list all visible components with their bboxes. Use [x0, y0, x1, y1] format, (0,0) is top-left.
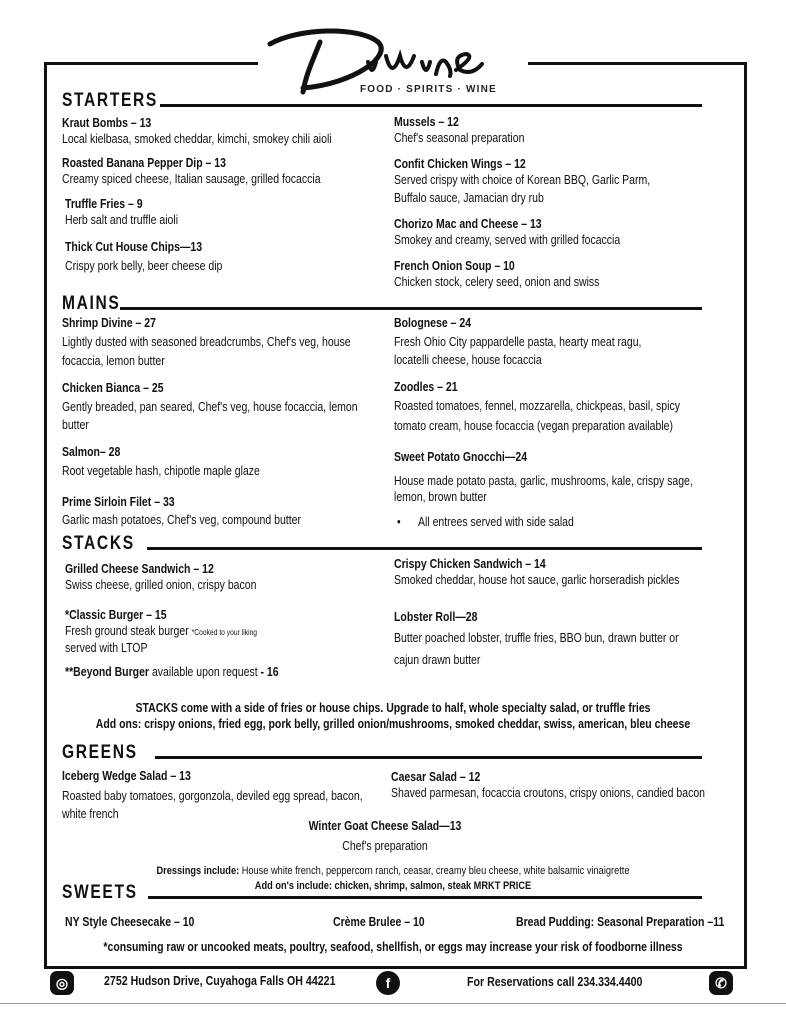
sweet-item: Crème Brulee – 10 — [333, 915, 425, 929]
menu-item-description: Crispy pork belly, beer cheese dip — [65, 259, 223, 273]
menu-item-name: Kraut Bombs – 13 — [62, 116, 152, 130]
section-rule — [160, 104, 702, 107]
menu-item-name: Sweet Potato Gnocchi—24 — [394, 450, 528, 464]
disclaimer: *consuming raw or uncooked meats, poultry, seafood, shellfish, or eggs may increase your risk of foodborne illness — [103, 940, 683, 954]
sweet-item: Bread Pudding: Seasonal Preparation –11 — [516, 915, 725, 929]
menu-item-name: Roasted Banana Pepper Dip – 13 — [62, 156, 226, 170]
footer-address: 2752 Hudson Drive, Cuyahoga Falls OH 44221 — [104, 974, 336, 988]
menu-item-name: Caesar Salad – 12 — [391, 770, 481, 784]
menu-item-name: Bolognese – 24 — [394, 316, 472, 330]
section-heading-greens: GREENS — [62, 742, 138, 763]
menu-item-description: locatelli cheese, house focaccia — [394, 353, 542, 367]
menu-item-description: cajun drawn butter — [394, 653, 481, 667]
menu-item-description: Garlic mash potatoes, Chef's veg, compound butter — [62, 513, 301, 527]
menu-item-name: French Onion Soup – 10 — [394, 259, 515, 273]
section-rule — [155, 756, 702, 759]
menu-item-name: Grilled Cheese Sandwich – 12 — [65, 562, 214, 576]
menu-item-description: Served crispy with choice of Korean BBQ, Garlic Parm, — [394, 173, 651, 187]
menu-item-description: focaccia, lemon butter — [62, 354, 165, 368]
facebook-icon[interactable]: f — [376, 971, 400, 995]
menu-item-description: Roasted tomatoes, fennel, mozzarella, chickpeas, basil, spicy — [394, 399, 680, 413]
menu-item-name: Crispy Chicken Sandwich – 14 — [394, 557, 546, 571]
menu-item-name: Confit Chicken Wings – 12 — [394, 157, 526, 171]
beyond-text: Beyond Burger — [73, 665, 150, 679]
beyond-text: ** — [65, 665, 74, 679]
menu-item-description: lemon, brown butter — [394, 490, 487, 504]
menu-item-description: House made potato pasta, garlic, mushrooms, kale, crispy sage, — [394, 474, 693, 488]
menu-item-name: Truffle Fries – 9 — [65, 197, 143, 211]
stacks-addons: Add ons: crispy onions, fried egg, pork belly, grilled onion/mushrooms, smoked cheddar, swiss, american, bleu cheese — [95, 717, 691, 731]
mains-note: All entrees served with side salad — [418, 515, 574, 529]
beyond-text: available upon request — [149, 665, 261, 679]
menu-item-name: Chicken Bianca – 25 — [62, 381, 164, 395]
phone-icon[interactable]: ✆ — [709, 971, 733, 995]
menu-item-name: Salmon– 28 — [62, 445, 121, 459]
section-heading-sweets: SWEETS — [62, 882, 138, 903]
section-heading-starters: STARTERS — [62, 90, 158, 111]
beyond-burger-line — [65, 665, 279, 679]
menu-item-description: Roasted baby tomatoes, gorgonzola, deviled egg spread, bacon, — [62, 789, 363, 803]
section-rule — [147, 547, 702, 550]
menu-item-name: Shrimp Divine – 27 — [62, 316, 156, 330]
menu-item-description: Chef's seasonal preparation — [394, 131, 525, 145]
menu-item-name: Mussels – 12 — [394, 115, 459, 129]
menu-item-description: Fresh Ohio City pappardelle pasta, hearty meat ragu, — [394, 335, 642, 349]
menu-item-name: Lobster Roll—28 — [394, 610, 478, 624]
menu-item-description: Gently breaded, pan seared, Chef's veg, house focaccia, lemon — [62, 400, 358, 414]
stacks-note: STACKS come with a side of fries or house chips. Upgrade to half, whole specialty salad, or truffle fries — [135, 701, 651, 715]
menu-item-name: Iceberg Wedge Salad – 13 — [62, 769, 191, 783]
greens-addons: Add on's include: chicken, shrimp, salmon, steak MRKT PRICE — [254, 880, 532, 892]
sweet-item: NY Style Cheesecake – 10 — [65, 915, 195, 929]
menu-item-description: Buffalo sauce, Jamacian dry rub — [394, 191, 544, 205]
menu-item-name: Prime Sirloin Filet – 33 — [62, 495, 175, 509]
menu-item-description: Chicken stock, celery seed, onion and swiss — [394, 275, 600, 289]
menu-item-description: Swiss cheese, grilled onion, crispy bacon — [65, 578, 257, 592]
menu-item-description — [65, 624, 257, 640]
menu-item-description: Shaved parmesan, focaccia croutons, crispy onions, candied bacon — [391, 786, 706, 800]
menu-item-description: white french — [62, 807, 119, 821]
section-rule — [120, 307, 702, 310]
footer-reservations: For Reservations call 234.334.4400 — [467, 975, 643, 989]
menu-item-description: Butter poached lobster, truffle fries, BBO bun, drawn butter or — [394, 631, 679, 645]
menu-item-description: served with LTOP — [65, 641, 148, 655]
menu-item-description: Smokey and creamy, served with grilled focaccia — [394, 233, 621, 247]
dressings-line — [63, 864, 723, 878]
dressings-text: House white french, peppercorn ranch, ceasar, creamy bleu cheese, white balsamic vinaigrette — [239, 865, 630, 877]
description-text: Fresh ground steak burger — [65, 624, 189, 638]
menu-item-description: Lightly dusted with seasoned breadcrumbs, Chef's veg, house — [62, 335, 351, 349]
menu-item-description: Chef's preparation — [342, 839, 428, 853]
tagline: FOOD · SPIRITS · WINE — [360, 84, 497, 95]
fine-print: *Cooked to your liking — [191, 628, 258, 637]
dressings-label: Dressings include: — [156, 865, 240, 877]
menu-item-name: Winter Goat Cheese Salad—13 — [308, 819, 462, 833]
menu-item-name: Thick Cut House Chips—13 — [65, 240, 203, 254]
menu-item-description: Smoked cheddar, house hot sauce, garlic horseradish pickles — [394, 573, 680, 587]
menu-item-description: Herb salt and truffle aioli — [65, 213, 179, 227]
bullet-icon: • — [397, 515, 401, 529]
menu-item-name: *Classic Burger – 15 — [65, 608, 167, 622]
menu-item-description: Creamy spiced cheese, Italian sausage, grilled focaccia — [62, 172, 321, 186]
menu-item-description: Root vegetable hash, chipotle maple glaze — [62, 464, 260, 478]
divider — [0, 1003, 786, 1004]
menu-item-name: Zoodles – 21 — [394, 380, 458, 394]
beyond-text: - 16 — [260, 665, 279, 679]
menu-item-description: tomato cream, house focaccia (vegan preparation available) — [394, 419, 673, 433]
menu-item-description: Local kielbasa, smoked cheddar, kimchi, smokey chili aioli — [62, 132, 332, 146]
menu-item-name: Chorizo Mac and Cheese – 13 — [394, 217, 542, 231]
section-heading-mains: MAINS — [62, 293, 121, 314]
instagram-icon[interactable]: ◎ — [50, 971, 74, 995]
section-rule — [148, 896, 702, 899]
menu-item-description: butter — [62, 418, 89, 432]
section-heading-stacks: STACKS — [62, 533, 135, 554]
